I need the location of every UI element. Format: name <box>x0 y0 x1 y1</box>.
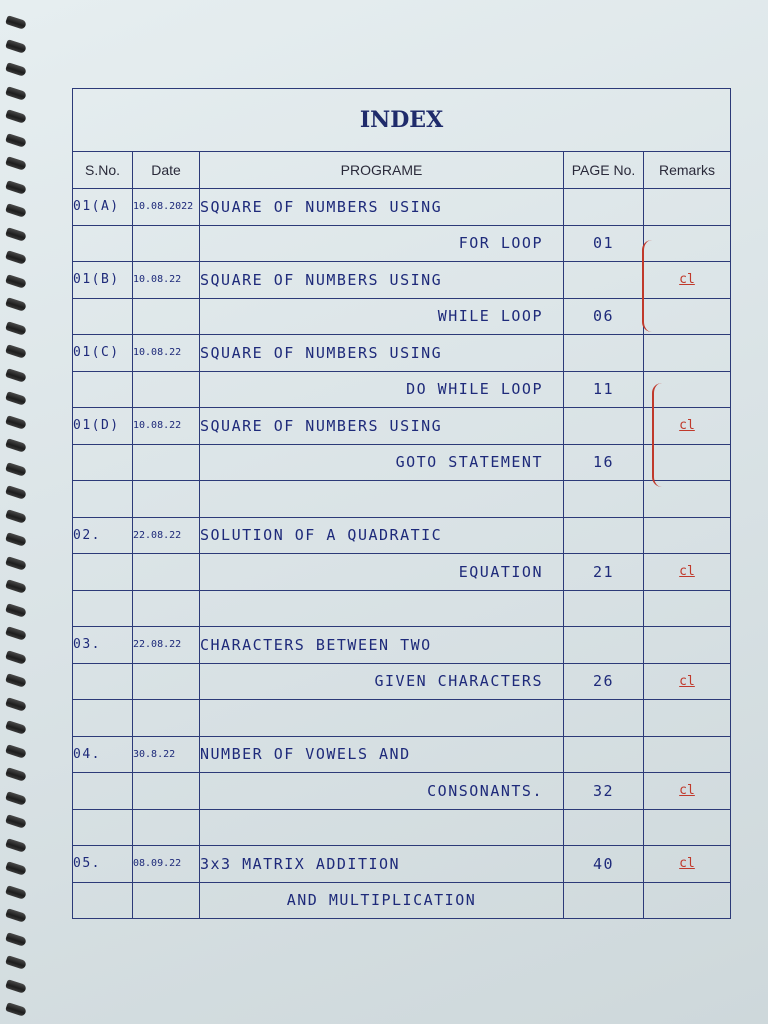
spiral-coil <box>5 39 27 54</box>
spiral-coil <box>5 321 27 336</box>
spiral-coil <box>5 415 27 430</box>
table-row <box>73 554 731 591</box>
row-date: 30.8.22 <box>133 736 200 773</box>
spiral-coil <box>5 532 27 547</box>
spiral-coil <box>5 485 27 500</box>
row-date <box>133 444 200 481</box>
header-sno: S.No. <box>73 152 133 189</box>
header-remarks: Remarks <box>644 152 731 189</box>
row-programe: SQUARE OF NUMBERS USING <box>200 335 564 372</box>
row-programe: GIVEN CHARACTERS <box>200 663 564 700</box>
header-date: Date <box>133 152 200 189</box>
row-sno <box>73 882 133 919</box>
row-sno: 04. <box>73 736 133 773</box>
spiral-coil <box>5 767 27 782</box>
table-row <box>73 444 731 481</box>
spiral-coil <box>5 791 27 806</box>
spiral-coil <box>5 1002 27 1017</box>
row-programe <box>200 590 564 627</box>
row-page-no <box>564 882 644 919</box>
row-page-no <box>564 700 644 737</box>
row-page-no: 26 <box>564 663 644 700</box>
spiral-coil <box>5 579 27 594</box>
row-page-no: 11 <box>564 371 644 408</box>
spiral-coil <box>5 650 27 665</box>
spiral-coil <box>5 133 27 148</box>
row-page-no <box>564 809 644 846</box>
row-page-no <box>564 481 644 518</box>
spiral-coil <box>5 556 27 571</box>
spiral-coil <box>5 297 27 312</box>
row-programe: NUMBER OF VOWELS AND <box>200 736 564 773</box>
row-sno <box>73 371 133 408</box>
header-page-no: PAGE No. <box>564 152 644 189</box>
spiral-coil <box>5 932 27 947</box>
row-remark <box>644 481 731 518</box>
row-sno <box>73 663 133 700</box>
row-page-no <box>564 189 644 226</box>
spiral-coil <box>5 603 27 618</box>
row-date <box>133 700 200 737</box>
row-programe: SQUARE OF NUMBERS USING <box>200 189 564 226</box>
row-sno <box>73 481 133 518</box>
spiral-coil <box>5 509 27 524</box>
spiral-coil <box>5 274 27 289</box>
row-programe: FOR LOOP <box>200 225 564 262</box>
row-page-no: 40 <box>564 846 644 883</box>
row-page-no: 32 <box>564 773 644 810</box>
row-sno: 05. <box>73 846 133 883</box>
row-remark <box>644 517 731 554</box>
row-date <box>133 481 200 518</box>
row-programe: 3x3 MATRIX ADDITION <box>200 846 564 883</box>
index-table <box>72 88 731 919</box>
row-remark <box>644 809 731 846</box>
spiral-coil <box>5 720 27 735</box>
row-date <box>133 663 200 700</box>
row-remark <box>644 736 731 773</box>
index-title: INDEX <box>73 89 731 152</box>
table-row <box>73 298 731 335</box>
row-date <box>133 225 200 262</box>
spiral-coil <box>5 697 27 712</box>
spiral-coil <box>5 180 27 195</box>
row-sno <box>73 225 133 262</box>
spiral-coil <box>5 368 27 383</box>
row-programe: EQUATION <box>200 554 564 591</box>
brace-mark-1 <box>642 240 656 332</box>
row-remark: cl <box>644 773 731 810</box>
row-page-no <box>564 736 644 773</box>
row-programe <box>200 809 564 846</box>
row-date <box>133 371 200 408</box>
row-remark: cl <box>644 262 731 299</box>
spiral-coil <box>5 908 27 923</box>
spiral-coil <box>5 673 27 688</box>
spiral-coil <box>5 979 27 994</box>
row-programe <box>200 700 564 737</box>
table-row <box>73 627 731 664</box>
row-programe: AND MULTIPLICATION <box>200 882 564 919</box>
row-remark <box>644 700 731 737</box>
row-sno: 03. <box>73 627 133 664</box>
spiral-coil <box>5 203 27 218</box>
spiral-binding <box>0 0 40 1024</box>
table-row <box>73 189 731 226</box>
row-remark <box>644 335 731 372</box>
spiral-coil <box>5 861 27 876</box>
row-page-no: 21 <box>564 554 644 591</box>
row-date <box>133 298 200 335</box>
row-remark <box>644 189 731 226</box>
row-page-no: 06 <box>564 298 644 335</box>
spiral-coil <box>5 814 27 829</box>
spiral-coil <box>5 227 27 242</box>
spiral-coil <box>5 438 27 453</box>
row-programe: CONSONANTS. <box>200 773 564 810</box>
table-row <box>73 225 731 262</box>
row-page-no <box>564 335 644 372</box>
row-date: 22.08.22 <box>133 517 200 554</box>
table-row <box>73 517 731 554</box>
row-sno <box>73 444 133 481</box>
row-page-no <box>564 408 644 445</box>
row-date <box>133 809 200 846</box>
row-sno <box>73 590 133 627</box>
row-remark <box>644 225 731 262</box>
row-date: 10.08.22 <box>133 262 200 299</box>
row-date: 08.09.22 <box>133 846 200 883</box>
row-sno: 01(C) <box>73 335 133 372</box>
spiral-coil <box>5 250 27 265</box>
spiral-coil <box>5 626 27 641</box>
row-remark <box>644 298 731 335</box>
row-sno <box>73 773 133 810</box>
row-date: 22.08.22 <box>133 627 200 664</box>
row-programe: SQUARE OF NUMBERS USING <box>200 262 564 299</box>
row-programe: DO WHILE LOOP <box>200 371 564 408</box>
row-programe: WHILE LOOP <box>200 298 564 335</box>
spiral-coil <box>5 391 27 406</box>
row-programe: CHARACTERS BETWEEN TWO <box>200 627 564 664</box>
row-sno: 01(B) <box>73 262 133 299</box>
spiral-coil <box>5 838 27 853</box>
row-remark: cl <box>644 663 731 700</box>
row-page-no <box>564 590 644 627</box>
table-row <box>73 335 731 372</box>
spiral-coil <box>5 885 27 900</box>
row-remark <box>644 627 731 664</box>
row-page-no <box>564 627 644 664</box>
row-sno <box>73 298 133 335</box>
spiral-coil <box>5 86 27 101</box>
row-remark <box>644 882 731 919</box>
row-sno <box>73 554 133 591</box>
table-row <box>73 846 731 883</box>
spiral-coil <box>5 744 27 759</box>
row-sno: 01(A) <box>73 189 133 226</box>
row-page-no <box>564 517 644 554</box>
row-page-no <box>564 262 644 299</box>
row-date: 10.08.22 <box>133 408 200 445</box>
table-row <box>73 663 731 700</box>
spiral-coil <box>5 462 27 477</box>
spiral-coil <box>5 15 27 30</box>
row-remark: cl <box>644 554 731 591</box>
spiral-coil <box>5 109 27 124</box>
row-programe: SOLUTION OF A QUADRATIC <box>200 517 564 554</box>
table-row <box>73 262 731 299</box>
row-remark: cl <box>644 408 731 445</box>
row-date <box>133 882 200 919</box>
table-row <box>73 773 731 810</box>
row-sno: 02. <box>73 517 133 554</box>
row-programe <box>200 481 564 518</box>
spiral-coil <box>5 62 27 77</box>
row-page-no: 16 <box>564 444 644 481</box>
brace-mark-2 <box>652 383 666 487</box>
row-programe: GOTO STATEMENT <box>200 444 564 481</box>
row-date <box>133 554 200 591</box>
row-date: 10.08.22 <box>133 335 200 372</box>
row-remark: cl <box>644 846 731 883</box>
header-programe: PROGRAME <box>200 152 564 189</box>
spiral-coil <box>5 955 27 970</box>
spiral-coil <box>5 156 27 171</box>
table-row <box>73 809 731 846</box>
row-sno <box>73 809 133 846</box>
row-programe: SQUARE OF NUMBERS USING <box>200 408 564 445</box>
row-date: 10.08.2022 <box>133 189 200 226</box>
row-remark <box>644 590 731 627</box>
table-row <box>73 882 731 919</box>
table-row <box>73 408 731 445</box>
table-row <box>73 700 731 737</box>
table-row <box>73 736 731 773</box>
row-sno: 01(D) <box>73 408 133 445</box>
row-page-no: 01 <box>564 225 644 262</box>
row-date <box>133 773 200 810</box>
table-row <box>73 481 731 518</box>
row-sno <box>73 700 133 737</box>
row-date <box>133 590 200 627</box>
table-row <box>73 590 731 627</box>
spiral-coil <box>5 344 27 359</box>
table-row <box>73 371 731 408</box>
